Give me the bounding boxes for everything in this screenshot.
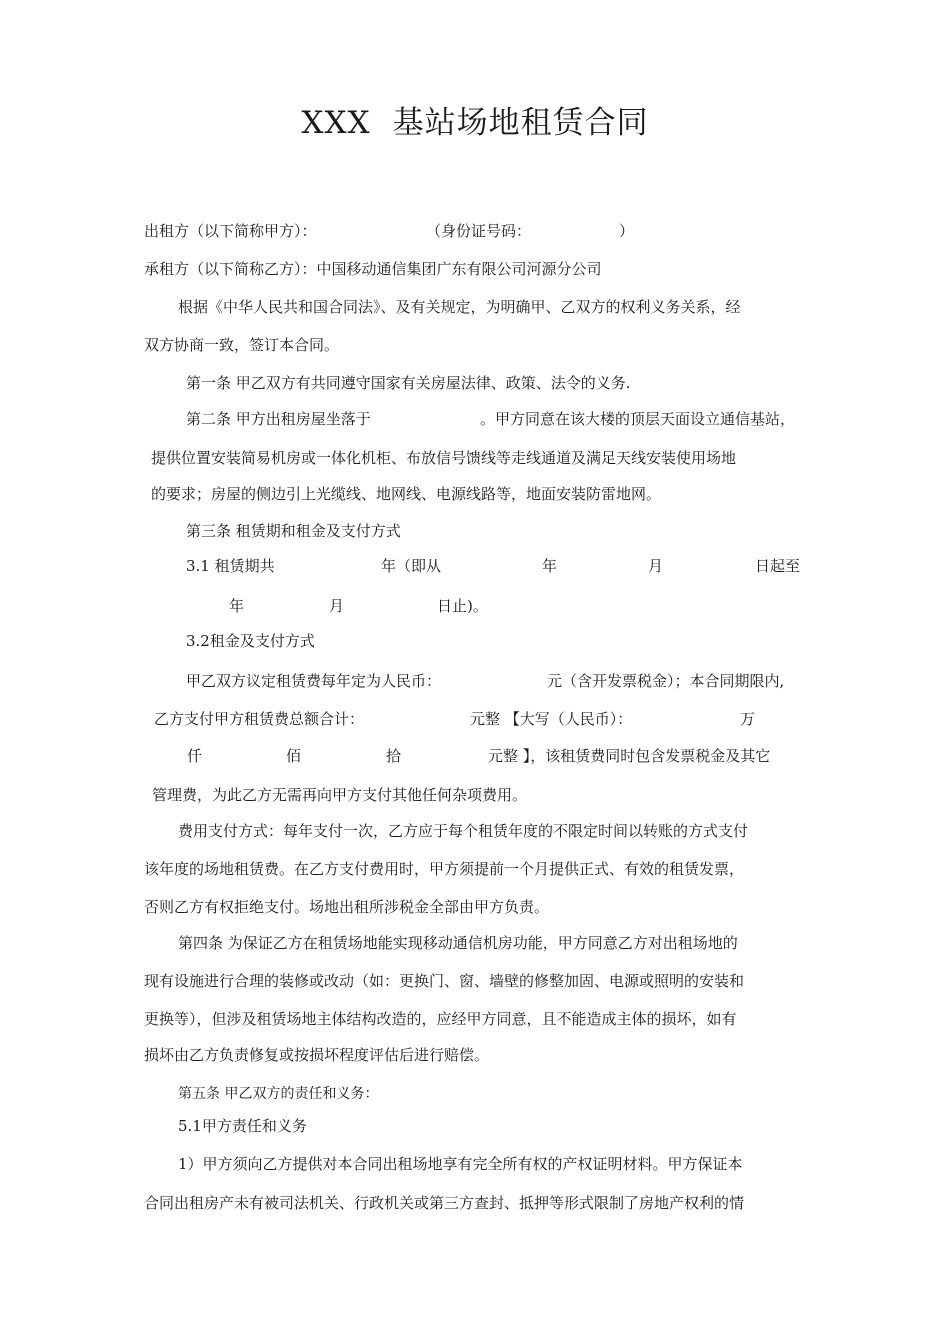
payment-line-1: 费用支付方式：每年支付一次，乙方应于每个租赁年度的不限定时间以转账的方式支付 (178, 822, 749, 840)
rent-amount-suffix: 元（含开发票税金）；本合同期限内, (547, 672, 785, 690)
article-5-heading: 第五条 甲乙双方的责任和义务： (178, 1086, 379, 1102)
management-fee-line: 管理费，为此乙方无需再向甲方支付其他任何杂项费用。 (152, 786, 528, 804)
title-prefix: XXX (301, 105, 371, 141)
article-2-start: 第二条 甲方出租房屋坐落于 (186, 410, 371, 428)
clause-3-1-end-month: 月 (329, 597, 345, 615)
rent-amount-label: 甲乙双方议定租赁费每年定为人民币： (186, 672, 442, 690)
id-number-label: （身份证号码： (426, 222, 532, 240)
article-1: 第一条 甲乙双方有共同遵守国家有关房屋法律、政策、法令的义务. (186, 374, 631, 392)
article-3-heading: 第三条 租赁期和租金及支付方式 (186, 522, 401, 540)
capital-yuan: 元整 】，该租赁费同时包含发票税金及其它 (488, 747, 771, 765)
title-main: 基站场地租赁合同 (392, 105, 649, 141)
article-2-line-2: 提供位置安装简易机房或一体化机柜、布放信号馈线等走线通道及满足天线安装使用场地 (151, 449, 737, 467)
lessor-label: 出租方（以下简称甲方）： (144, 222, 317, 240)
capital-shi: 拾 (386, 747, 402, 765)
item-1-line-1: 1）甲方须向乙方提供对本合同出租场地享有完全所有权的产权证明材料。甲方保证本 (178, 1155, 743, 1173)
id-number-close: ） (619, 222, 635, 240)
article-4-line-4: 损坏由乙方负责修复或按损坏程度评估后进行赔偿。 (144, 1046, 490, 1064)
clause-3-1-month: 月 (648, 557, 664, 575)
intro-line-1: 根据《中华人民共和国合同法》、及有关规定，为明确甲、乙双方的权利义务关系，经 (178, 298, 741, 316)
clause-5-1-heading: 5.1甲方责任和义务 (178, 1117, 307, 1135)
article-4-line-2: 现有设施进行合理的装修或改动（如：更换门、窗、墙壁的修整加固、电源或照明的安装和 (144, 972, 745, 990)
clause-3-1-year: 年 (542, 557, 558, 575)
item-1-line-2: 合同出租房产未有被司法机关、行政机关或第三方查封、抵押等形式限制了房地产权利的情 (144, 1194, 745, 1212)
payment-line-3: 否则乙方有权拒绝支付。场地出租所涉税金全部由甲方负责。 (144, 898, 550, 916)
clause-3-1-from: 年（即从 (381, 557, 442, 575)
clause-3-1-start: 3.1 租赁期共 (186, 557, 275, 575)
capital-bai: 佰 (286, 747, 302, 765)
document-title (0, 103, 950, 143)
clause-3-1-day-start: 日起至 (755, 557, 801, 575)
article-4-line-1: 第四条 为保证乙方在租赁场地能实现移动通信机房功能，甲方同意乙方对出租场地的 (178, 934, 738, 952)
clause-3-1-end-year: 年 (229, 597, 245, 615)
total-amount-label: 乙方支付甲方租赁费总额合计： (154, 710, 365, 728)
lessee-line: 承租方（以下简称乙方）：中国移动通信集团广东有限公司河源分公司 (144, 260, 602, 278)
intro-line-2: 双方协商一致，签订本合同。 (144, 336, 340, 354)
clause-3-1-end-day: 日止)。 (437, 597, 488, 615)
article-2-line-3: 的要求；房屋的侧边引上光缆线、地网线、电源线路等，地面安装防雷地网。 (151, 485, 662, 503)
article-4-line-3: 更换等），但涉及租赁场地主体结构改造的，应经甲方同意，且不能造成主体的损坏，如有 (144, 1010, 737, 1028)
capital-wan: 万 (740, 710, 756, 728)
total-amount-capital: 元整 【大写（人民币）： (470, 710, 633, 728)
article-2-end: 。甲方同意在该大楼的顶层天面设立通信基站， (480, 410, 796, 428)
clause-3-2-heading: 3.2租金及支付方式 (186, 632, 315, 650)
payment-line-2: 该年度的场地租赁费。在乙方支付费用时，甲方须提前一个月提供正式、有效的租赁发票， (144, 860, 745, 878)
capital-qian: 仟 (187, 747, 203, 765)
